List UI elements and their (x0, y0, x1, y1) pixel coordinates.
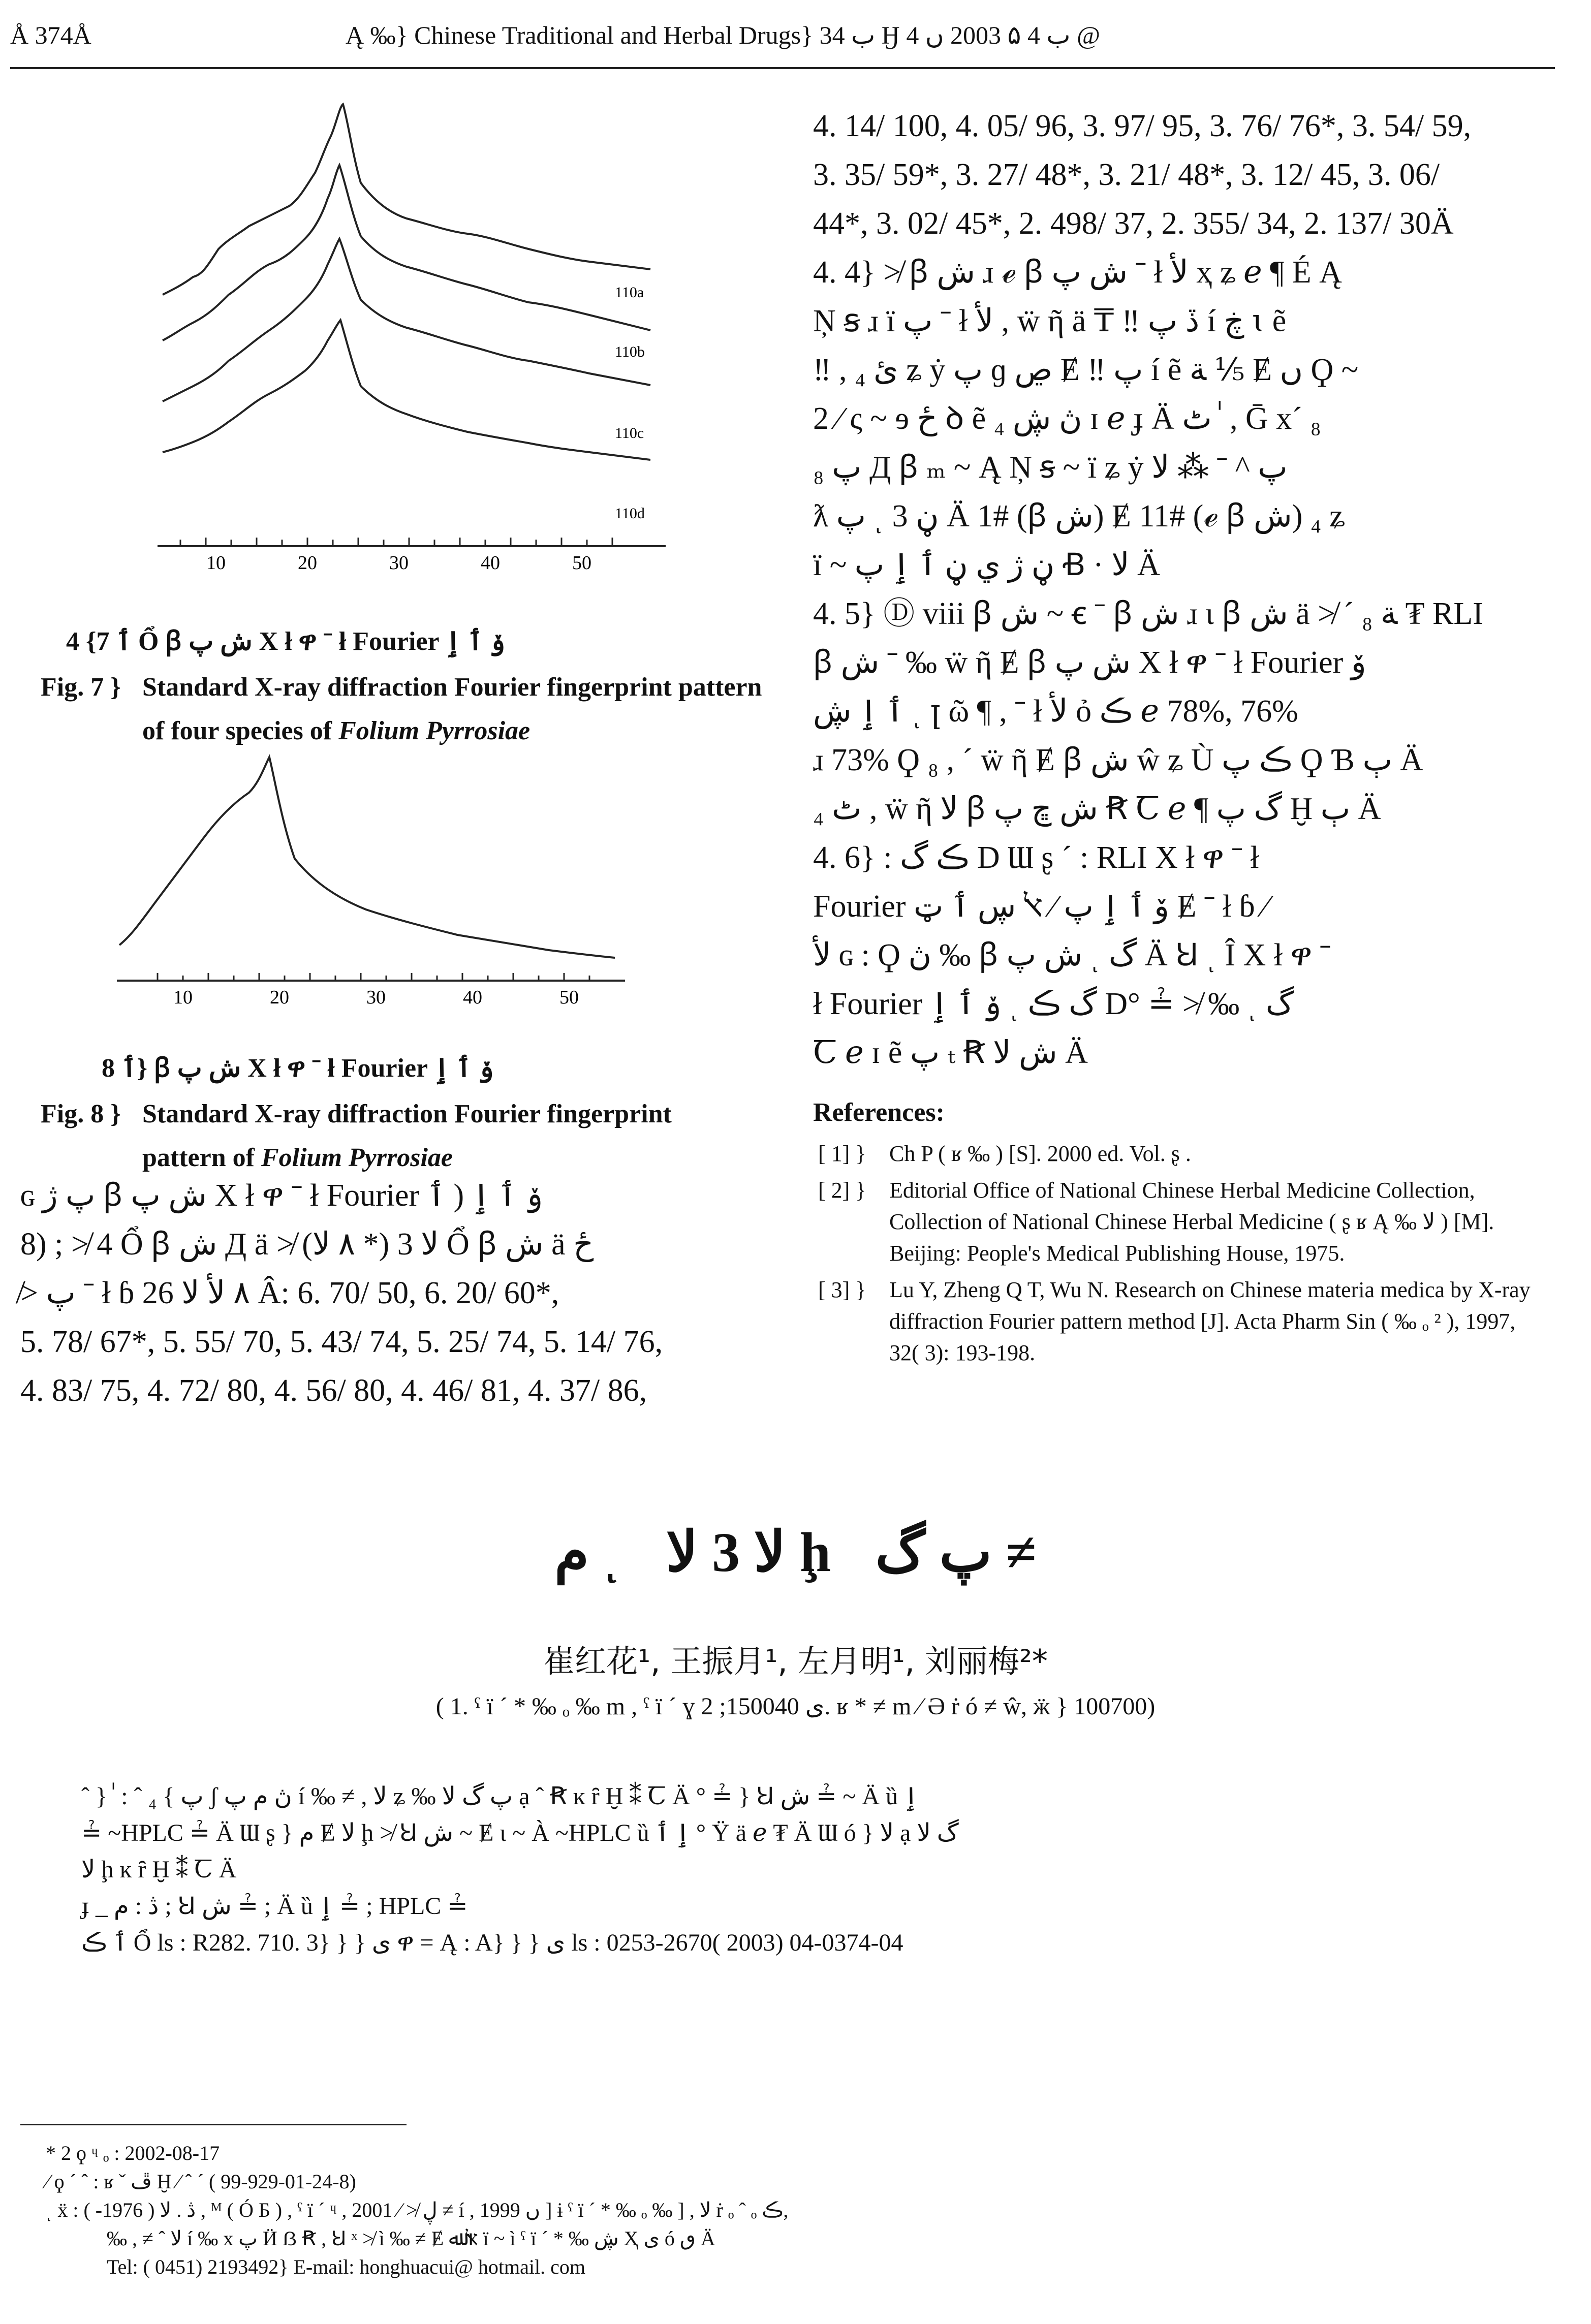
footnote-line: ⁄ ϙ ´ ˆ : ʁ ˇ ڦ Ḫ ⁄ ˆ ´ ( 99-929-01-24-8) (46, 2170, 356, 2193)
fig7-tick-10: 10 (206, 552, 226, 574)
right-line: Fourier ۆ ٲ ٳ پ ⁄ ﭏ ڛ ٲ ټ Ɇ ˉ ł ɓ ⁄ (813, 889, 1268, 924)
reference-text: Ch P ( ʁ ‰ ) [S]. 2000 ed. Vol. ʂ . (889, 1141, 1191, 1166)
right-line: ɹ 73% Ϙ ₈ , ´ ẅ ῆ Ɇ ꞵ ش ŵ ʑ Ù ڪ پ Ϙ Ɓ ٻ Ä (813, 743, 1423, 777)
footnote-contact: Tel: ( 0451) 2193492} E-mail: honghuacui@ hotmail. com (107, 2255, 585, 2278)
fig8-caption-pattern: pattern of (142, 1143, 255, 1172)
fig7-xrd-plot (152, 97, 671, 579)
right-line: 3. 35/ 59*, 3. 27/ 48*, 3. 21/ 48*, 3. 12/ 45, 3. 06/ (813, 158, 1440, 192)
fig7-tick-50: 50 (572, 552, 591, 574)
footnote-line: ͺ ẍ : ڎ . ﻻ ( 1976- ) , ᴹ ( Ó Ƃ ) , ˁ ï ´ ᶣ , 2001 ⁄ ≯ ڸ ≠ í , 1999 ں ] ɨ ˁ ï ´ * ‰ ₒ ‰ ] , ﻻ ṙ ₒ ˆ ₒ ڪ, (46, 2199, 789, 2221)
footnote-rule (20, 2124, 407, 2125)
fig8-tick-30: 30 (366, 987, 386, 1008)
fig7-tick-40: 40 (481, 552, 500, 574)
fig7-curve-d (163, 320, 650, 460)
right-line: ₄ ٹ , ẅ ῆ ﻻ ꞵ ش ڇ پ Ꞧ Ꞇ ℯ ¶ گ پ Ḫ ٻ Ä (813, 792, 1381, 826)
right-line: ﻷ ɢ : Ϙ ڽ ‰ ꞵ ش پ ͺ گ Ä Ꞟ ͺ Î X ł ዋ ˉ (813, 938, 1331, 972)
abstract-line: ≟ ~HPLC ≟ Ä Ɯ ʂ } ﻡ Ɇ ﻻ ḩ ≯ Ꞟ ش ~ Ɇ ɩ ~ À ~HPLC ȕ ٳ ٲ ° Ÿ ä ℯ ₮ Ä Ɯ ó } ﻻ ạ گ ﻻ (81, 1819, 959, 1846)
article-authors: 崔红花¹, 王振月¹, 左月明¹, 刘丽梅²* (543, 1643, 1048, 1680)
abstract-line: ﻻ ḩ ĸ ȓ Ḫ ⁑ Ꞇ Ä (81, 1856, 237, 1883)
article-abstract (81, 1778, 1524, 1961)
fig8-tick-40: 40 (463, 987, 482, 1008)
fig8-caption-cn: ٲ 8} ꞵ ش پ X ł ዋ ˉ ł Fourier ۆ ٲ ٳ (102, 1054, 494, 1083)
footnote-line: ‰ , ≠ ˆ ﻻ í ‰ x پ Ӥ ẞ Ꞧ , Ꞟ ˣ ≯ ì ‰ ≠ Ɇ ﭏ ﷲ ï ~ ì ˁ ï ´ * ‰ ڜ Ҳ ى ó ٯ Ä (107, 2227, 715, 2250)
left-line: 5. 78/ 67*, 5. 55/ 70, 5. 43/ 74, 5. 25/ 74, 5. 14/ 76, (20, 1325, 663, 1359)
footnote (46, 2139, 1545, 2281)
right-line: 4. 4} ≯ ꞵ ش ɹ ℯ ꞵ ش پ ˉ ł ﻷ ҳ ʑ ℯ ¶ É Ą (813, 255, 1342, 290)
references-title: References: (813, 1098, 945, 1127)
keywords-line: ɟ _ ڎ : ﻡ ; Ꞟ ش ≟ ; Ä ȕ ٳ ≟ ; HPLC ≟ (81, 1893, 468, 1920)
left-column-text (20, 1171, 762, 1415)
fig8-tick-50: 50 (559, 987, 579, 1008)
fig8-caption-label: Fig. 8 } (41, 1100, 121, 1128)
fig7-label-d: 110d (615, 505, 645, 522)
right-line: 4. 5} Ⓓ viii ꞵ ش ~ ꞓ ˉ ꞵ ش ɹ ɩ ꞵ ش ä ≯ ´ ₈ ﺔ ₮ RLI (813, 596, 1483, 631)
fig7-tick-30: 30 (389, 552, 409, 574)
reference-number: [ 2] } (818, 1178, 866, 1203)
classification-line: ٲ ڪ Ổ ls : R282. 710. 3} } } ى ዋ = Ą : A} } } ى ls : 0253-2670( 2003) 04-0374-04 (81, 1929, 903, 1956)
right-line: Ņ ꞩ ɹ ï پ ˉ ł ﻷ , ẅ ῆ ä ₸ ‼ ڏ پ í ڿ ꙇ ẽ (813, 304, 1287, 338)
right-line: ‼ , ₄ ئ ʑ ẏ پ ɡ ڝ Ɇ ‼ پ í ẽ ﺔ ⅕ Ɇ ں Ϙ ~ (813, 353, 1359, 387)
fig7-caption-text (142, 666, 772, 753)
fig7-label-b: 110b (615, 343, 645, 360)
fig7-curve-c (163, 239, 650, 401)
fig7-curve-b (163, 165, 650, 340)
right-line: 4. 14/ 100, 4. 05/ 96, 3. 97/ 95, 3. 76/ 76*, 3. 54/ 59, (813, 109, 1472, 143)
left-line: 4. 83/ 75, 4. 72/ 80, 4. 56/ 80, 4. 46/ 81, 4. 37/ 86, (20, 1373, 647, 1408)
right-line: 2 ⁄ ς ~ ɘ ځ ꝺ ẽ ڽ ڜ ₄ ɪ ℯ ɟ Ä ٹ ٰ , Ḡ x´ ₈ (813, 401, 1321, 436)
right-line: ï ~ ڼ ژ ي ڼ ٲ ٳ پ Ꞗ · ﻻ Ä (813, 548, 1160, 582)
left-line: ɢ پ ژ ꞵ ش پ X ł ዋ ˉ ł Fourier ۆ ٲ ٳ ( ٲ (20, 1178, 543, 1213)
fig7-caption-en (41, 666, 772, 753)
fig8-caption-main: Standard X-ray diffraction Fourier fingerprint (142, 1100, 672, 1128)
reference-item (818, 1138, 1550, 1170)
abstract-line: ˆ } ٰ : ˆ پ } ₄ ʃ ڽ ﻡ پ í ‰ ≠ , ﻻ ʑ ‰ پ گ ﻻ ạ ˆ Ꞧ ĸ ȓ Ḫ ⁑ Ꞇ Ä ° ≟ } Ꞟ ش ≟ ~ Ä ȕ ٳ (81, 1783, 919, 1810)
fig8-xrd-plot (112, 747, 630, 1016)
right-line: Ꞇ ℯ ɪ ẽ پ ₜ Ꞧ ش ﻻ Ä (813, 1035, 1088, 1070)
right-line: ƛ پ ͺ 3 ڼ Ä 1# (ꞵ ش) Ɇ 11# (ℯ ꞵ ش) ₄ ʑ (813, 499, 1345, 533)
fig7-caption-cn: ٲ 7} 4 Ổ ꞵ ش پ X ł ዋ ˉ ł Fourier ۆ ٲ ٳ (66, 627, 506, 656)
fig8-tick-10: 10 (173, 987, 193, 1008)
reference-text: Lu Y, Zheng Q T, Wu N. Research on Chinese materia medica by X-ray diffraction Fourier pattern method [J]. Acta Pharm Sin ( ‰ ₒ ² ), 1997, 32( 3): 193-198. (889, 1277, 1531, 1365)
reference-item (818, 1175, 1550, 1269)
fig7-label-c: 110c (615, 425, 644, 442)
footnote-line: * 2 ϙ ᶣ ₒ : 2002-08-17 (46, 2142, 220, 2164)
reference-number: [ 1] } (818, 1141, 866, 1166)
right-line: ꞵ ش ˉ ‰ ẅ ῆ Ɇ ꞵ ش پ X ł ዋ ˉ ł Fourier ۆ (813, 645, 1366, 680)
fig7-caption-main: Standard X-ray diffraction Fourier fingerprint pattern of four species of (142, 673, 762, 745)
fig7-label-a: 110a (615, 284, 644, 301)
fig8-tick-20: 20 (270, 987, 289, 1008)
reference-item (818, 1274, 1550, 1369)
header-rule (10, 67, 1555, 69)
page-number: Å 374Å (10, 21, 91, 49)
right-line: ٲ ٳ ڜ ͺ ꞁ ῶ ¶ , ˉ ł ﻷ ỏ ڪ ℯ 78%, 76% (813, 694, 1298, 729)
reference-number: [ 3] } (818, 1277, 866, 1302)
fig8-caption-italic: Folium Pyrrosiae (261, 1143, 453, 1172)
fig8-caption-en (41, 1092, 772, 1180)
journal-header: Ą ‰} Chinese Traditional and Herbal Drugs} ب 34 Ӈ ب 4 ۵ 2003 ں 4 @ (346, 21, 1101, 49)
references-list (818, 1138, 1550, 1369)
right-line: 4. 6} : ڪ گ D Ɯ ʂ ´ : RLI X ł ዋ ˉ ł (813, 840, 1259, 875)
left-line: 8) ; ≯ 4 Ổ ꞵ ش Д ä ≯ (٨ ﻻ *) ﻻ 3 Ổ ꞵ ش ä ځ (20, 1227, 594, 1262)
right-line: ł Fourier ۆ ٲ ٳ ͺ گ ڪ D° ≟ ≯ ‰ ͺ گ (813, 987, 1294, 1021)
fig7-caption-label: Fig. 7 } (41, 673, 121, 702)
right-line: 44*, 3. 02/ 45*, 2. 498/ 37, 2. 355/ 34, 2. 137/ 30Ä (813, 206, 1454, 241)
fig7-tick-20: 20 (298, 552, 317, 574)
fig7-caption-italic: Folium Pyrrosiae (338, 716, 531, 745)
left-line: ≯ پ ˉ ł ɓ ٨ ﻷ ﻻ 26 Â: 6. 70/ 50, 6. 20/ 60*, (20, 1276, 559, 1310)
fig8-curve (119, 757, 615, 958)
right-column-text (813, 102, 1560, 1077)
article-affiliation: ( 1. ˁ ï ´ * ‰ ₒ ‰ m , ˁ ï ´ ɣ ى 150040; 2. ʁ * ≠ m ⁄ Ə ṙ ó ≠ ŵ, ӝ } 100700) (435, 1693, 1156, 1720)
right-line: پ ₈ Д ꞵ ₘ ~ Ą Ņ ꞩ ~ ï ʑ ẏ پ ^ ˉ ⁂ ﻻ (813, 450, 1288, 485)
reference-text: Editorial Office of National Chinese Herbal Medicine Collection, Collection of National Chinese Herbal Medicine ( ʂ ʁ Ą ‰ ﻻ ) [M]. Beijing: People's Medical Publishing House, 1975. (889, 1178, 1494, 1266)
article-title: ﻡ ͺ ﻻ 3 ﻻ ḩ پ گ ≠ (554, 1521, 1037, 1583)
